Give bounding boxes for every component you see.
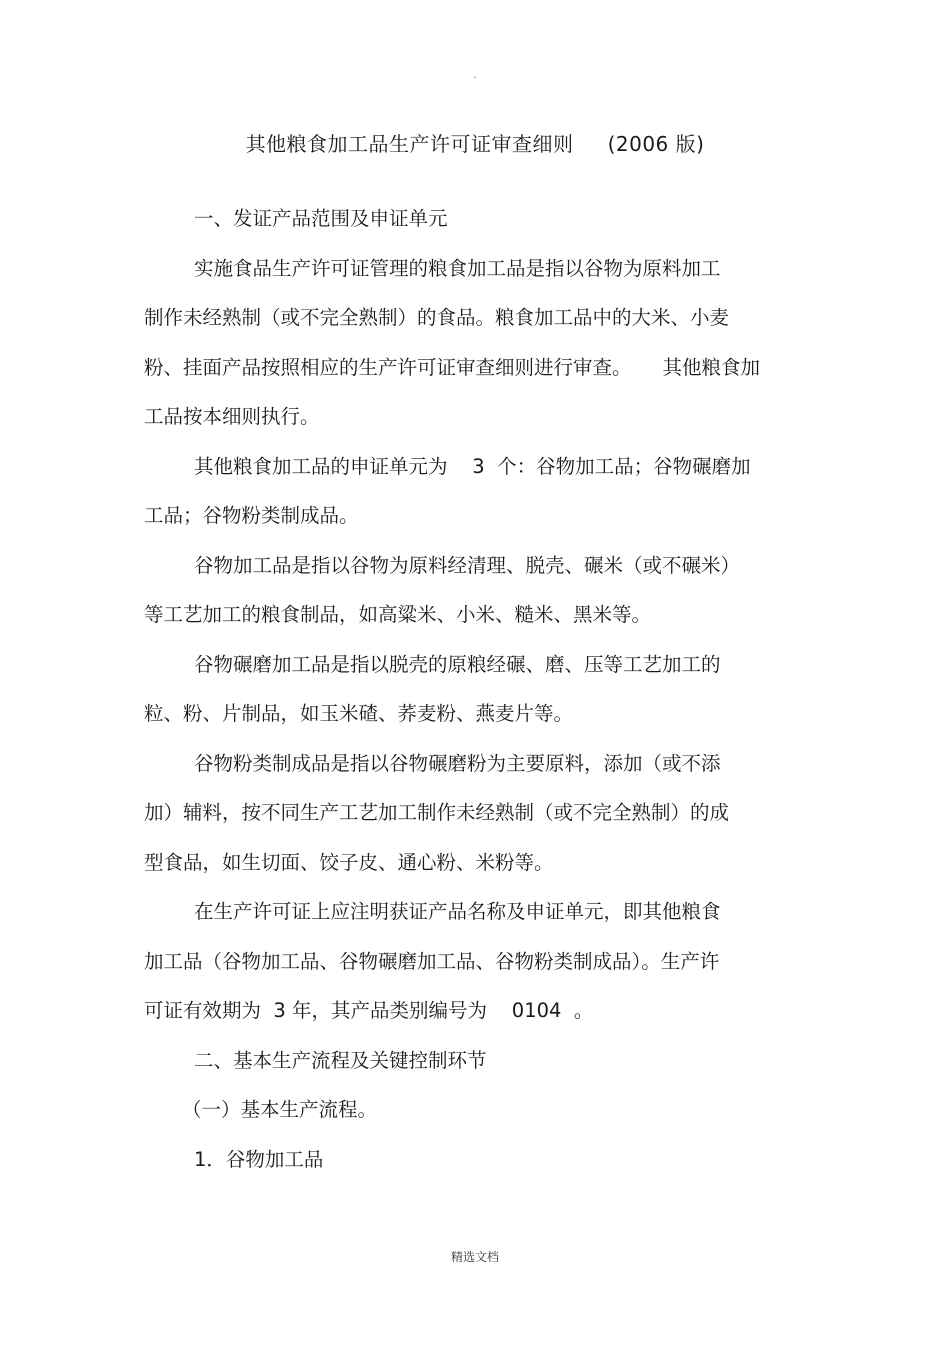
list-item-heading: 1．谷物加工品	[194, 1147, 324, 1171]
paragraph-line: 实施食品生产许可证管理的粮食加工品是指以谷物为原料加工	[194, 256, 721, 280]
subsection-heading: （一）基本生产流程。	[182, 1098, 378, 1121]
section-heading: 二、基本生产流程及关键控制环节	[194, 1048, 487, 1072]
paragraph-line: 制作未经熟制（或不完全熟制）的食品。粮食加工品中的大米、小麦	[144, 306, 730, 329]
title-edition: (2006 版)	[607, 132, 705, 156]
paragraph-line: 等工艺加工的粮食制品，如高粱米、小米、糙米、黑米等。	[144, 603, 652, 626]
paragraph-line: 谷物粉类制成品是指以谷物碾磨粉为主要原料，添加（或不添	[194, 751, 721, 775]
paragraph-line: 工品按本细则执行。	[144, 405, 320, 428]
title-main: 其他粮食加工品生产许可证审查细则	[245, 132, 574, 156]
paragraph-line: 其他粮食加工品的申证单元为 3 个：谷物加工品；谷物碾磨加	[194, 454, 751, 478]
paragraph-line: 工品；谷物粉类制成品。	[144, 504, 359, 527]
document-body	[144, 194, 808, 1184]
paragraph-line: 加）辅料，按不同生产工艺加工制作未经熟制（或不完全熟制）的成	[144, 801, 730, 824]
paragraph-line: 可证有效期为 3 年，其产品类别编号为 0104 。	[144, 999, 594, 1022]
document-title	[0, 128, 950, 157]
paragraph-line: 粒、粉、片制品，如玉米碴、荞麦粉、燕麦片等。	[144, 702, 574, 725]
header-mark: .	[473, 70, 477, 81]
paragraph-line: 谷物加工品是指以谷物为原料经清理、脱壳、碾米（或不碾米）	[194, 553, 741, 577]
page-footer: 精选文档	[450, 1250, 499, 1264]
paragraph-line: 谷物碾磨加工品是指以脱壳的原粮经碾、磨、压等工艺加工的	[194, 652, 721, 676]
section-heading: 一、发证产品范围及申证单元	[194, 207, 448, 230]
paragraph-line: 型食品，如生切面、饺子皮、通心粉、米粉等。	[144, 850, 554, 874]
paragraph-line: 粉、挂面产品按照相应的生产许可证审查细则进行审查。 其他粮食加	[144, 355, 760, 379]
paragraph-line: 加工品（谷物加工品、谷物碾磨加工品、谷物粉类制成品）。生产许	[144, 949, 720, 973]
paragraph-line: 在生产许可证上应注明获证产品名称及申证单元，即其他粮食	[194, 900, 721, 923]
